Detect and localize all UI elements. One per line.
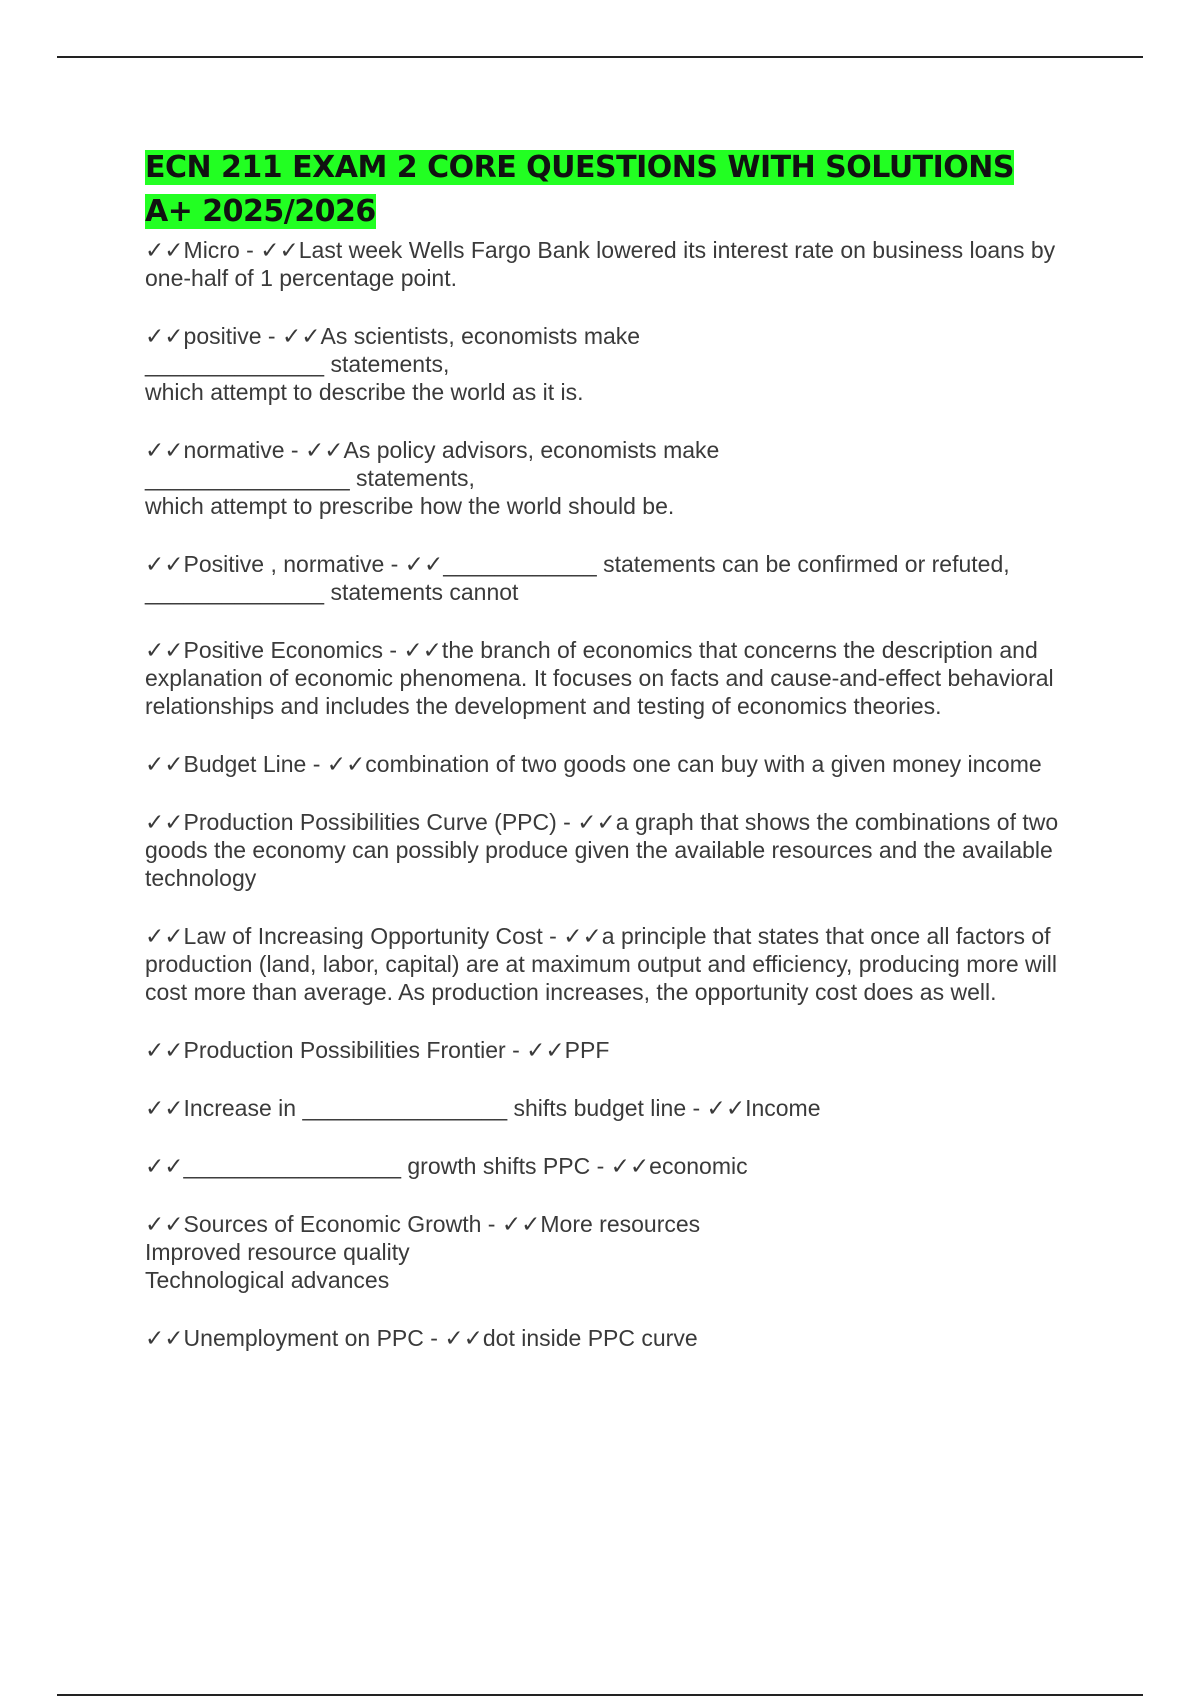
title-block	[145, 146, 1065, 234]
qa-entry-budget-shift: ✓✓Increase in ________________ shifts budget line - ✓✓Income	[145, 1095, 821, 1121]
qa-entry-growth-sources: ✓✓Sources of Economic Growth - ✓✓More resources Improved resource quality Technological advances	[145, 1211, 701, 1293]
qa-entry-ppc-shift: ✓✓_________________ growth shifts PPC - ✓✓economic	[145, 1153, 748, 1179]
document-title: ECN 211 EXAM 2 CORE QUESTIONS WITH SOLUTIONS A+ 2025/2026	[145, 150, 1015, 229]
qa-entry-unemployment: ✓✓Unemployment on PPC - ✓✓dot inside PPC curve	[145, 1325, 698, 1351]
qa-entry-normative: ✓✓normative - ✓✓As policy advisors, economists make ________________ statements, which attempt to prescribe how the world should be.	[145, 437, 720, 519]
qa-entry-micro: ✓✓Micro - ✓✓Last week Wells Fargo Bank lowered its interest rate on business loans by one-half of 1 percentage point.	[145, 237, 1056, 291]
qa-entry-ppc: ✓✓Production Possibilities Curve (PPC) - ✓✓a graph that shows the combinations of two goods the economy can possibly produce given the available resources and the available technology	[145, 809, 1059, 891]
qa-entry-budget-line: ✓✓Budget Line - ✓✓combination of two goods one can buy with a given money income	[145, 751, 1042, 777]
document-body	[145, 146, 1085, 1382]
qa-entry-positive-economics: ✓✓Positive Economics - ✓✓the branch of economics that concerns the description and explanation of economic phenomena. It focuses on facts and cause-and-effect behavioral relationships and includes the development and testing of economics theories.	[145, 637, 1054, 719]
qa-entry-ppf: ✓✓Production Possibilities Frontier - ✓✓PPF	[145, 1037, 610, 1063]
bottom-rule	[57, 1694, 1143, 1696]
qa-entry-increasing-opportunity-cost: ✓✓Law of Increasing Opportunity Cost - ✓✓a principle that states that once all factors of production (land, labor, capital) are at maximum output and efficiency, producing more will cost more than average. As production increases, the opportunity cost does as well.	[145, 923, 1057, 1005]
qa-entry-positive: ✓✓positive - ✓✓As scientists, economists make ______________ statements, which attempt to describe the world as it is.	[145, 323, 641, 405]
qa-entry-positive-normative: ✓✓Positive , normative - ✓✓____________ statements can be confirmed or refuted, ______________ statements cannot	[145, 551, 1010, 605]
top-rule	[57, 56, 1143, 58]
